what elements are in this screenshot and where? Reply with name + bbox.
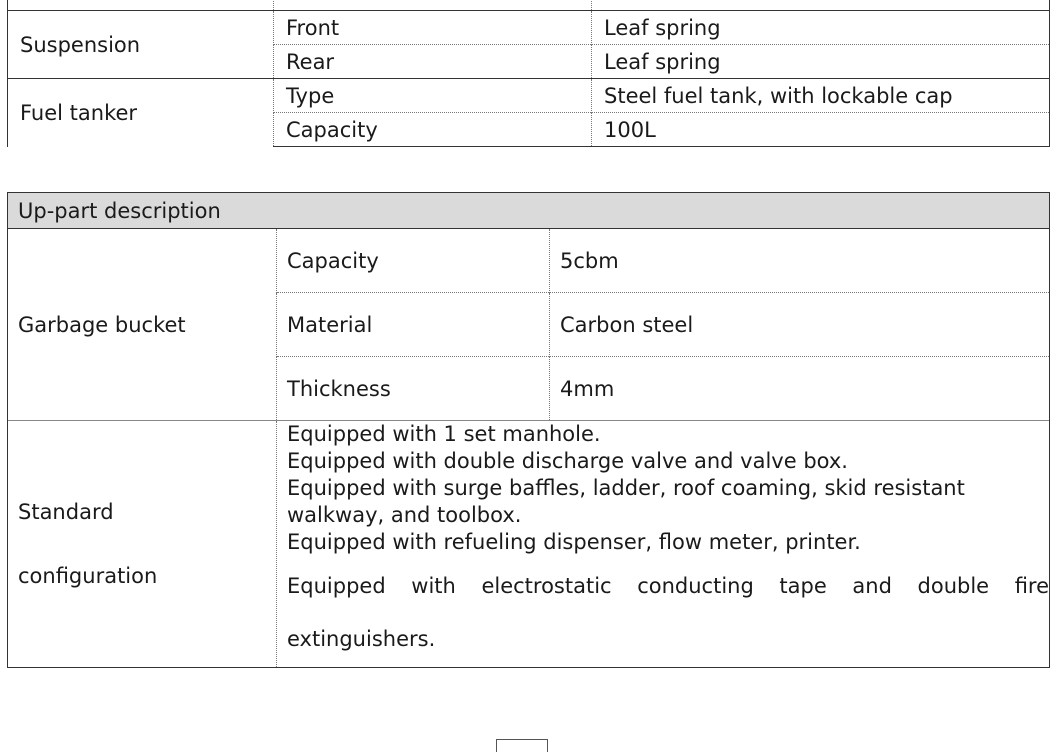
type-value: Steel fuel tank, with lockable cap [592,79,1050,113]
config-item: Equipped with surge baffles, ladder, roof coaming, skid resistant [287,476,965,500]
table-row [8,79,1050,113]
table-row [8,11,1050,45]
spec-table [7,0,1050,147]
rear-value: Leaf spring [592,45,1050,79]
table-cell [592,0,1050,11]
bucket-material-label: Material [277,293,550,357]
page-number-box [496,739,548,752]
config-item: walkway, and toolbox. [287,503,522,527]
type-label: Type [274,79,592,113]
bucket-capacity-label: Capacity [277,229,550,293]
standard-configuration-list [277,421,1050,668]
config-item: extinguishers. [287,627,436,651]
bucket-thickness-value: 4mm [550,357,1050,421]
bucket-thickness-label: Thickness [277,357,550,421]
front-label: Front [274,11,592,45]
config-item: Equipped with double discharge valve and valve box. [287,449,848,473]
table-row [8,421,1050,668]
bucket-capacity-value: 5cbm [550,229,1050,293]
standard-configuration-label [8,421,277,668]
table-cell [8,0,274,11]
capacity-value: 100L [592,113,1050,147]
garbage-bucket-label: Garbage bucket [8,229,277,421]
config-item: Equipped with refueling dispenser, flow meter, printer. [287,530,861,554]
config-label-line-2: configuration [18,564,158,588]
suspension-label: Suspension [8,11,274,79]
front-value: Leaf spring [592,11,1050,45]
fuel-tanker-label: Fuel tanker [8,79,274,147]
section-header: Up-part description [8,193,1050,229]
capacity-label: Capacity [274,113,592,147]
config-item: Equipped with 1 set manhole. [287,422,601,446]
bucket-material-value: Carbon steel [550,293,1050,357]
config-item: Equipped with electrostatic conducting tape and double fire [287,574,1050,598]
table-row [8,229,1050,293]
rear-label: Rear [274,45,592,79]
table-row [8,0,1050,11]
table-cell [274,0,592,11]
config-label-line-1: Standard [18,500,114,524]
up-part-table [7,192,1050,668]
table-header-row [8,193,1050,229]
